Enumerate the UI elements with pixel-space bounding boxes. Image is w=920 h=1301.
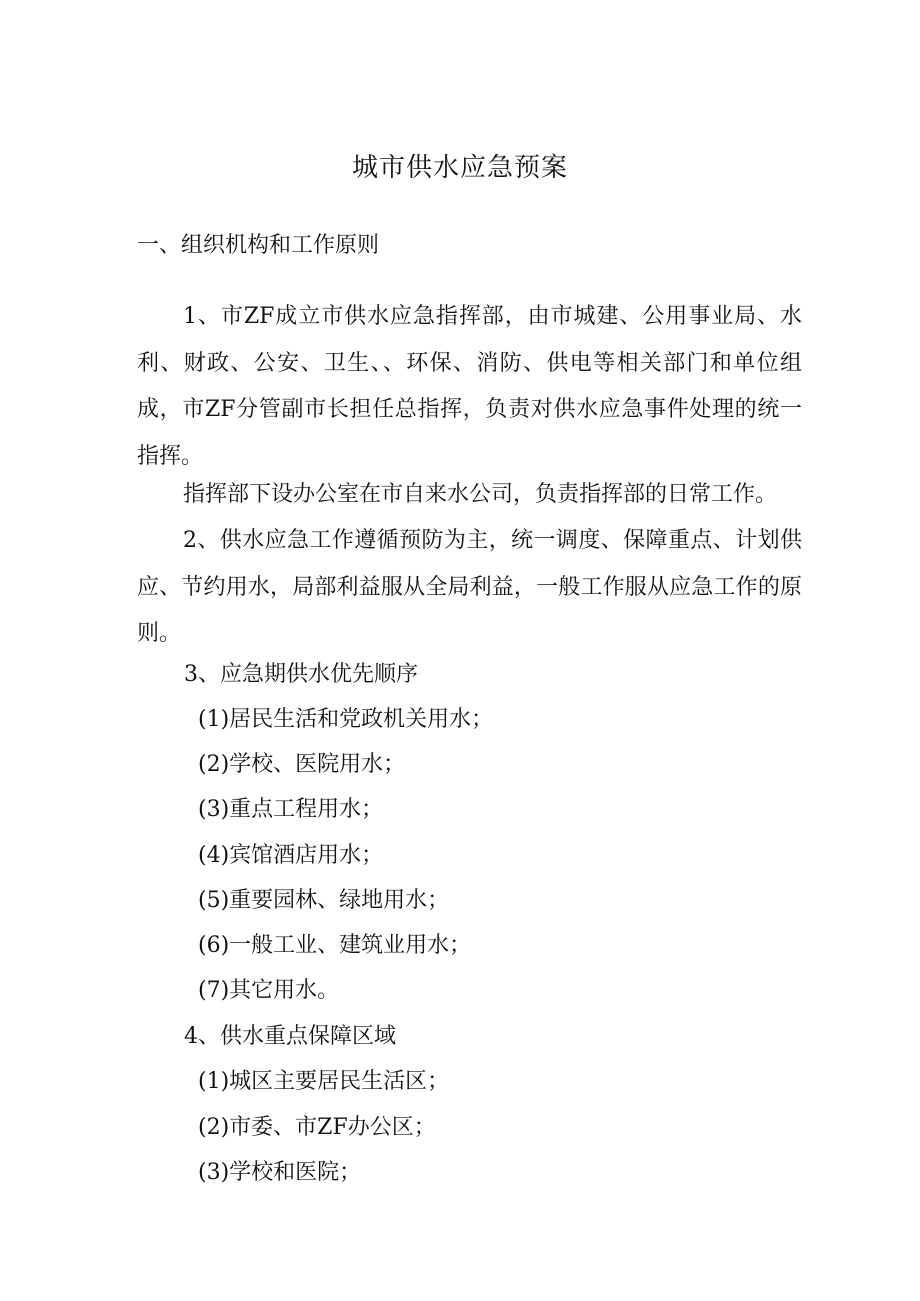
list-item: (7)其它用水。 — [198, 978, 340, 1003]
list-item: (3)重点工程用水； — [198, 797, 384, 822]
document-title: 城市供水应急预案 — [351, 153, 568, 183]
priority-order-heading: 3、应急期供水优先顺序 — [184, 662, 418, 687]
paragraph-command-structure: 1、市ZF成立市供水应急指挥部，由市城建、公用事业局、水利、财政、公安、卫生、、环保、消防、供电等相关部门和单位组成，市ZF分管副市长担任总指挥，负责对供水应急事件处理的统一指挥。 — [137, 304, 802, 469]
list-item: (2)学校、医院用水； — [198, 752, 406, 777]
section-heading: 一、组织机构和工作原则 — [137, 233, 380, 258]
list-item: (4)宾馆酒店用水； — [198, 843, 384, 868]
list-item: (5)重要园林、绿地用水； — [198, 888, 450, 913]
list-item: (3)学校和医院； — [198, 1160, 362, 1185]
list-item: (6)一般工业、建筑业用水； — [198, 933, 472, 958]
key-areas-heading: 4、供水重点保障区域 — [184, 1024, 396, 1049]
list-item: (2)市委、市ZF办公区； — [198, 1115, 436, 1140]
list-item: (1)城区主要居民生活区； — [198, 1069, 450, 1094]
paragraph-office: 指挥部下设办公室在市自来水公司，负责指挥部的日常工作。 — [183, 482, 778, 507]
paragraph-principles: 2、供水应急工作遵循预防为主，统一调度、保障重点、计划供应、节约用水，局部利益服从全局利益，一般工作服从应急工作的原则。 — [137, 528, 802, 646]
list-item: (1)居民生活和党政机关用水； — [198, 707, 494, 732]
